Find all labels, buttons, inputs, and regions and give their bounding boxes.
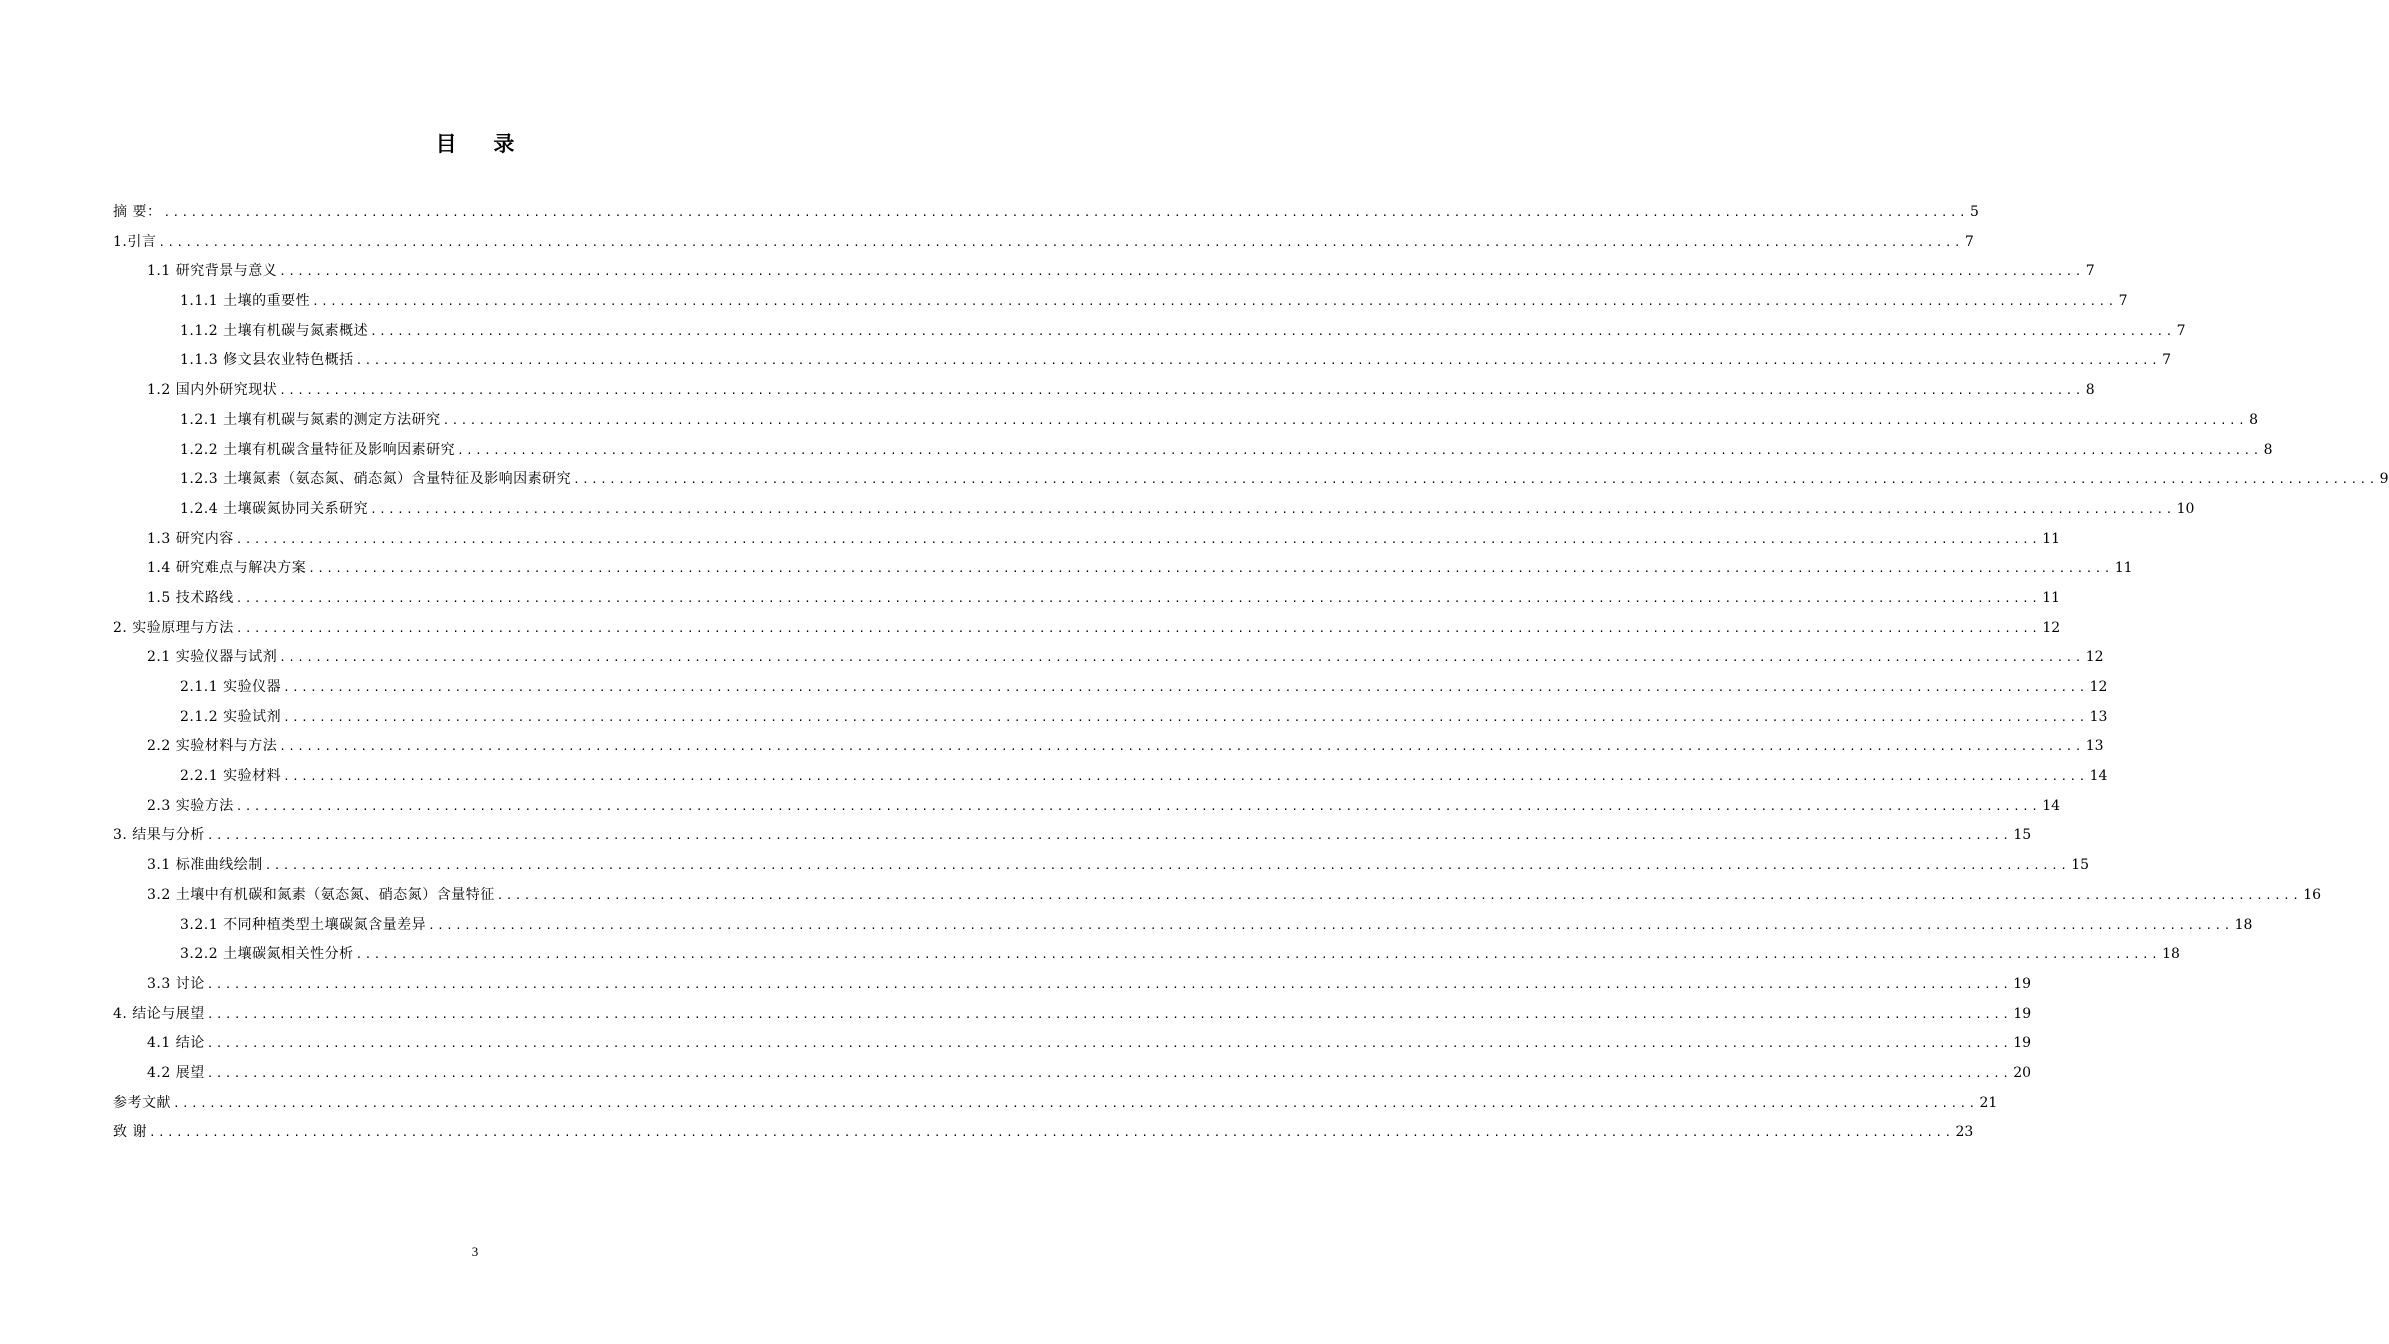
toc-entry-page: 19: [2013, 1005, 2032, 1022]
dot-leader: ........................................................................................................................................................................................................: [148, 1126, 1954, 1140]
toc-entry-page: 11: [2042, 589, 2061, 606]
toc-entry-page: 11: [2042, 530, 2061, 547]
dot-leader: ........................................................................................................................................................................................................: [206, 1066, 2012, 1080]
toc-entry-label: 2.1 实验仪器与试剂: [147, 649, 278, 666]
toc-entry-page: 13: [2085, 738, 2104, 755]
toc-entry[interactable]: [113, 317, 2186, 347]
dot-leader: ........................................................................................................................................................................................................: [442, 413, 2248, 427]
toc-entry-label: 2. 实验原理与方法: [113, 619, 234, 636]
dot-leader: ........................................................................................................................................................................................................: [283, 770, 2088, 784]
toc-entry-label: 2.1.2 实验试剂: [180, 708, 282, 725]
dot-leader: ........................................................................................................................................................................................................: [573, 473, 2378, 487]
toc-entry[interactable]: [113, 881, 2322, 911]
toc-entry-label: 1.5 技术路线: [147, 589, 234, 606]
toc-entry[interactable]: [113, 851, 2090, 881]
toc-entry[interactable]: [113, 465, 2389, 495]
table-of-contents: [113, 198, 2389, 1148]
dot-leader: ........................................................................................................................................................................................................: [279, 265, 2084, 279]
toc-entry-page: 7: [2162, 352, 2172, 369]
toc-entry-page: 12: [2089, 679, 2108, 695]
toc-entry-page: 12: [2042, 619, 2061, 636]
toc-entry-label: 3.3 讨论: [147, 975, 205, 992]
toc-entry[interactable]: [113, 228, 1974, 258]
toc-entry-page: 7: [2176, 322, 2186, 339]
toc-entry[interactable]: [113, 673, 2108, 703]
toc-entry-page: 18: [2234, 916, 2253, 933]
toc-entry-label: 1.1.1 土壤的重要性: [180, 293, 311, 310]
toc-entry-page: 9: [2379, 471, 2389, 488]
dot-leader: ........................................................................................................................................................................................................: [235, 532, 2041, 546]
dot-leader: ........................................................................................................................................................................................................: [235, 799, 2041, 813]
toc-entry-page: 15: [2071, 857, 2090, 874]
toc-entry-page: 8: [2263, 441, 2273, 458]
toc-entry-label: 1.2.1 土壤有机碳与氮素的测定方法研究: [180, 411, 441, 428]
toc-entry-label: 2.1.1 实验仪器: [180, 679, 282, 695]
toc-entry[interactable]: [113, 495, 2195, 525]
toc-entry-page: 7: [2085, 263, 2095, 280]
toc-entry-page: 20: [2013, 1064, 2032, 1081]
dot-leader: ........................................................................................................................................................................................................: [206, 977, 2012, 991]
toc-entry[interactable]: [113, 703, 2108, 733]
toc-entry-label: 4.1 结论: [147, 1035, 205, 1052]
toc-entry-label: 2.2.1 实验材料: [180, 768, 282, 785]
toc-entry-label: 3.2.2 土壤碳氮相关性分析: [180, 946, 354, 963]
toc-entry-page: 23: [1955, 1124, 1974, 1141]
dot-leader: ........................................................................................................................................................................................................: [173, 1096, 1978, 1110]
toc-entry-label: 3. 结果与分析: [113, 827, 205, 844]
toc-entry-label: 1.引言: [113, 233, 157, 250]
toc-entry-label: 3.2 土壤中有机碳和氮素（氨态氮、硝态氮）含量特征: [147, 886, 495, 903]
toc-entry[interactable]: [113, 1089, 1998, 1119]
toc-entry[interactable]: [113, 940, 2180, 970]
dot-leader: ........................................................................................................................................................................................................: [279, 740, 2084, 754]
toc-entry[interactable]: [113, 436, 2273, 466]
toc-entry[interactable]: [113, 584, 2061, 614]
toc-entry[interactable]: [113, 614, 2061, 644]
toc-entry-page: 14: [2089, 768, 2108, 785]
toc-entry-label: 2.2 实验材料与方法: [147, 738, 278, 755]
dot-leader: ........................................................................................................................................................................................................: [206, 829, 2012, 843]
toc-entry-page: 8: [2085, 382, 2095, 399]
dot-leader: ........................................................................................................................................................................................................: [206, 1037, 2012, 1051]
toc-entry-page: 5: [1969, 204, 1979, 220]
toc-entry[interactable]: [113, 346, 2172, 376]
dot-leader: ........................................................................................................................................................................................................: [283, 710, 2088, 724]
dot-leader: ........................................................................................................................................................................................................: [235, 591, 2041, 605]
dot-leader: ........................................................................................................................................................................................................: [279, 651, 2084, 665]
toc-entry-label: 1.1 研究背景与意义: [147, 263, 278, 280]
dot-leader: ........................................................................................................................................................................................................: [370, 324, 2175, 338]
toc-entry[interactable]: [113, 1059, 2032, 1089]
dot-leader: ........................................................................................................................................................................................................: [308, 562, 2113, 576]
dot-leader: ........................................................................................................................................................................................................: [370, 502, 2175, 516]
toc-entry-page: 19: [2013, 975, 2032, 992]
toc-entry[interactable]: [113, 1118, 1974, 1148]
toc-entry-page: 21: [1979, 1094, 1998, 1111]
toc-entry[interactable]: [113, 287, 2128, 317]
toc-entry-page: 13: [2089, 708, 2108, 725]
toc-entry[interactable]: [113, 762, 2108, 792]
dot-leader: ........................................................................................................................................................................................................: [235, 621, 2041, 635]
toc-entry[interactable]: [113, 732, 2104, 762]
toc-entry[interactable]: [113, 1029, 2032, 1059]
toc-entry[interactable]: [113, 970, 2032, 1000]
toc-entry[interactable]: [113, 525, 2061, 555]
toc-entry-label: 2.3 实验方法: [147, 797, 234, 814]
toc-entry[interactable]: [113, 554, 2133, 584]
toc-entry[interactable]: [113, 792, 2061, 822]
toc-entry-label: 1.1.2 土壤有机碳与氮素概述: [180, 322, 369, 339]
toc-entry-label: 1.2.2 土壤有机碳含量特征及影响因素研究: [180, 441, 456, 458]
dot-leader: ........................................................................................................................................................................................................: [158, 235, 1963, 249]
toc-entry-page: 12: [2085, 649, 2104, 666]
toc-entry-label: 参考文献: [113, 1094, 171, 1111]
toc-entry-page: 7: [1964, 233, 1974, 250]
dot-leader: ........................................................................................................................................................................................................: [355, 948, 2161, 962]
toc-entry-page: 7: [2118, 293, 2128, 310]
dot-leader: ........................................................................................................................................................................................................: [264, 859, 2070, 873]
toc-entry[interactable]: [113, 1000, 2032, 1030]
toc-entry[interactable]: [113, 911, 2253, 941]
toc-entry-page: 10: [2176, 500, 2195, 517]
dot-leader: ........................................................................................................................................................................................................: [496, 888, 2302, 902]
toc-entry-label: 3.1 标准曲线绘制: [147, 857, 263, 874]
toc-entry-label: 4. 结论与展望: [113, 1005, 205, 1022]
toc-entry-label: 1.2.4 土壤碳氮协同关系研究: [180, 500, 369, 517]
toc-entry[interactable]: [113, 643, 2104, 673]
toc-entry-label: 4.2 展望: [147, 1064, 205, 1081]
toc-entry-page: 15: [2013, 827, 2032, 844]
toc-entry-page: 14: [2042, 797, 2061, 814]
toc-entry-label: 3.2.1 不同种植类型土壤碳氮含量差异: [180, 916, 427, 933]
toc-entry-label: 1.1.3 修文县农业特色概括: [180, 352, 354, 369]
toc-entry[interactable]: [113, 257, 2095, 287]
toc-entry-label: 1.2 国内外研究现状: [147, 382, 278, 399]
dot-leader: ........................................................................................................................................................................................................: [206, 1007, 2012, 1021]
toc-title: 目 录: [435, 132, 530, 156]
dot-leader: ........................................................................................................................................................................................................: [355, 354, 2161, 368]
toc-entry[interactable]: [113, 406, 2259, 436]
dot-leader: ........................................................................................................................................................................................................: [457, 443, 2262, 457]
toc-entry-page: 8: [2249, 411, 2259, 428]
dot-leader: ........................................................................................................................................................................................................: [279, 384, 2084, 398]
toc-entry[interactable]: [113, 376, 2095, 406]
toc-entry-page: 16: [2303, 886, 2322, 903]
dot-leader: ........................................................................................................................................................................................................: [163, 206, 1968, 219]
toc-entry[interactable]: [113, 821, 2032, 851]
toc-entry-label: 摘 要：: [113, 204, 162, 220]
toc-entry-label: 1.4 研究难点与解决方案: [147, 560, 307, 577]
toc-entry-label: 1.2.3 土壤氮素（氨态氮、硝态氮）含量特征及影响因素研究: [180, 471, 572, 488]
dot-leader: ........................................................................................................................................................................................................: [283, 681, 2088, 694]
page-number: 3: [471, 1244, 479, 1259]
toc-entry-label: 致 谢: [113, 1124, 147, 1141]
toc-entry-page: 11: [2114, 560, 2133, 577]
toc-entry-page: 18: [2162, 946, 2180, 963]
dot-leader: ........................................................................................................................................................................................................: [312, 295, 2117, 309]
dot-leader: ........................................................................................................................................................................................................: [428, 918, 2233, 932]
toc-entry-label: 1.3 研究内容: [147, 530, 234, 547]
toc-entry-page: 19: [2013, 1035, 2032, 1052]
toc-entry[interactable]: [113, 198, 1979, 228]
